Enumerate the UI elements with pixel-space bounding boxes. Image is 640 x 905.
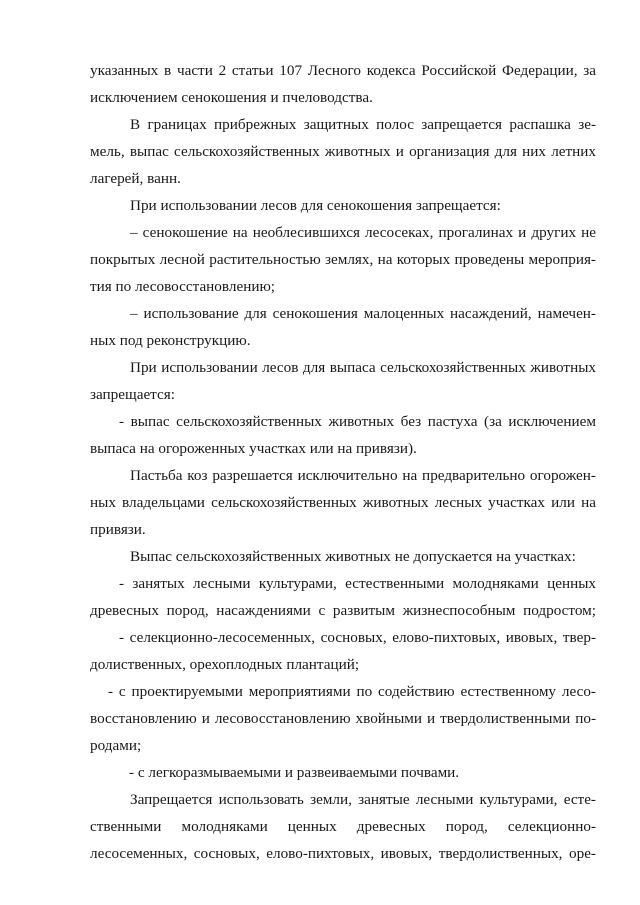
text-line: исключением сенокошения и пчеловодства. [90, 89, 373, 106]
list-item-first-line: - селекционно-лесосеменных, сосновых, елово-пихтовых, ивовых, твер- [119, 629, 596, 646]
list-item-first-line: – использование для сенокошения малоценных насаждений, намечен- [130, 305, 596, 322]
text-line: тия по лесовосстановлению; [90, 278, 276, 295]
text-line: восстановлению и лесовосстановлению хвойными и твердолиственными по- [90, 710, 596, 727]
text-line: указанных в части 2 статьи 107 Лесного кодекса Российской Федерации, за [90, 62, 596, 79]
paragraph-first-line: Запрещается использовать земли, занятые лесными культурами, есте- [130, 791, 596, 808]
list-item-first-line: – сенокошение на необлесившихся лесосеках, прогалинах и других не [130, 224, 596, 241]
text-line: выпаса на огороженных участках или на привязи). [90, 440, 417, 457]
list-item-first-line: - занятых лесными культурами, естественными молодняками ценных [119, 575, 596, 592]
text-line: лагерей, ванн. [90, 170, 181, 187]
paragraph-first-line: При использовании лесов для выпаса сельскохозяйственных животных [130, 359, 596, 376]
list-item-first-line: - выпас сельскохозяйственных животных без пастуха (за исключением [119, 413, 596, 430]
paragraph-first-line: При использовании лесов для сенокошения запрещается: [130, 197, 501, 214]
text-line: запрещается: [90, 386, 175, 403]
paragraph-first-line: Выпас сельскохозяйственных животных не допускается на участках: [130, 548, 576, 565]
text-line: ных под реконструкцию. [90, 332, 251, 349]
text-line: лесосеменных, сосновых, елово-пихтовых, ивовых, твердолиственных, оре- [90, 845, 596, 862]
text-line: привязи. [90, 521, 146, 538]
text-line: долиственных, орехоплодных плантаций; [90, 656, 360, 673]
text-line: покрытых лесной растительностью землях, на которых проведены мероприя- [90, 251, 596, 268]
list-item-first-line: - с проектируемыми мероприятиями по содействию естественному лесо- [108, 683, 596, 700]
text-line: ных владельцами сельскохозяйственных животных лесных участках или на [90, 494, 596, 511]
list-item-first-line: - с легкоразмываемыми и развеиваемыми почвами. [129, 764, 460, 781]
text-line: ственными молодняками ценных древесных пород, селекционно- [90, 818, 596, 835]
paragraph-first-line: Пастьба коз разрешается исключительно на предварительно огорожен- [130, 467, 596, 484]
text-line: мель, выпас сельскохозяйственных животных и организация для них летних [90, 143, 596, 160]
text-line: древесных пород, насаждениями с развитым жизнеспособным подростом; [90, 602, 596, 619]
paragraph-first-line: В границах прибрежных защитных полос запрещается распашка зе- [130, 116, 596, 133]
text-line: родами; [90, 737, 142, 754]
